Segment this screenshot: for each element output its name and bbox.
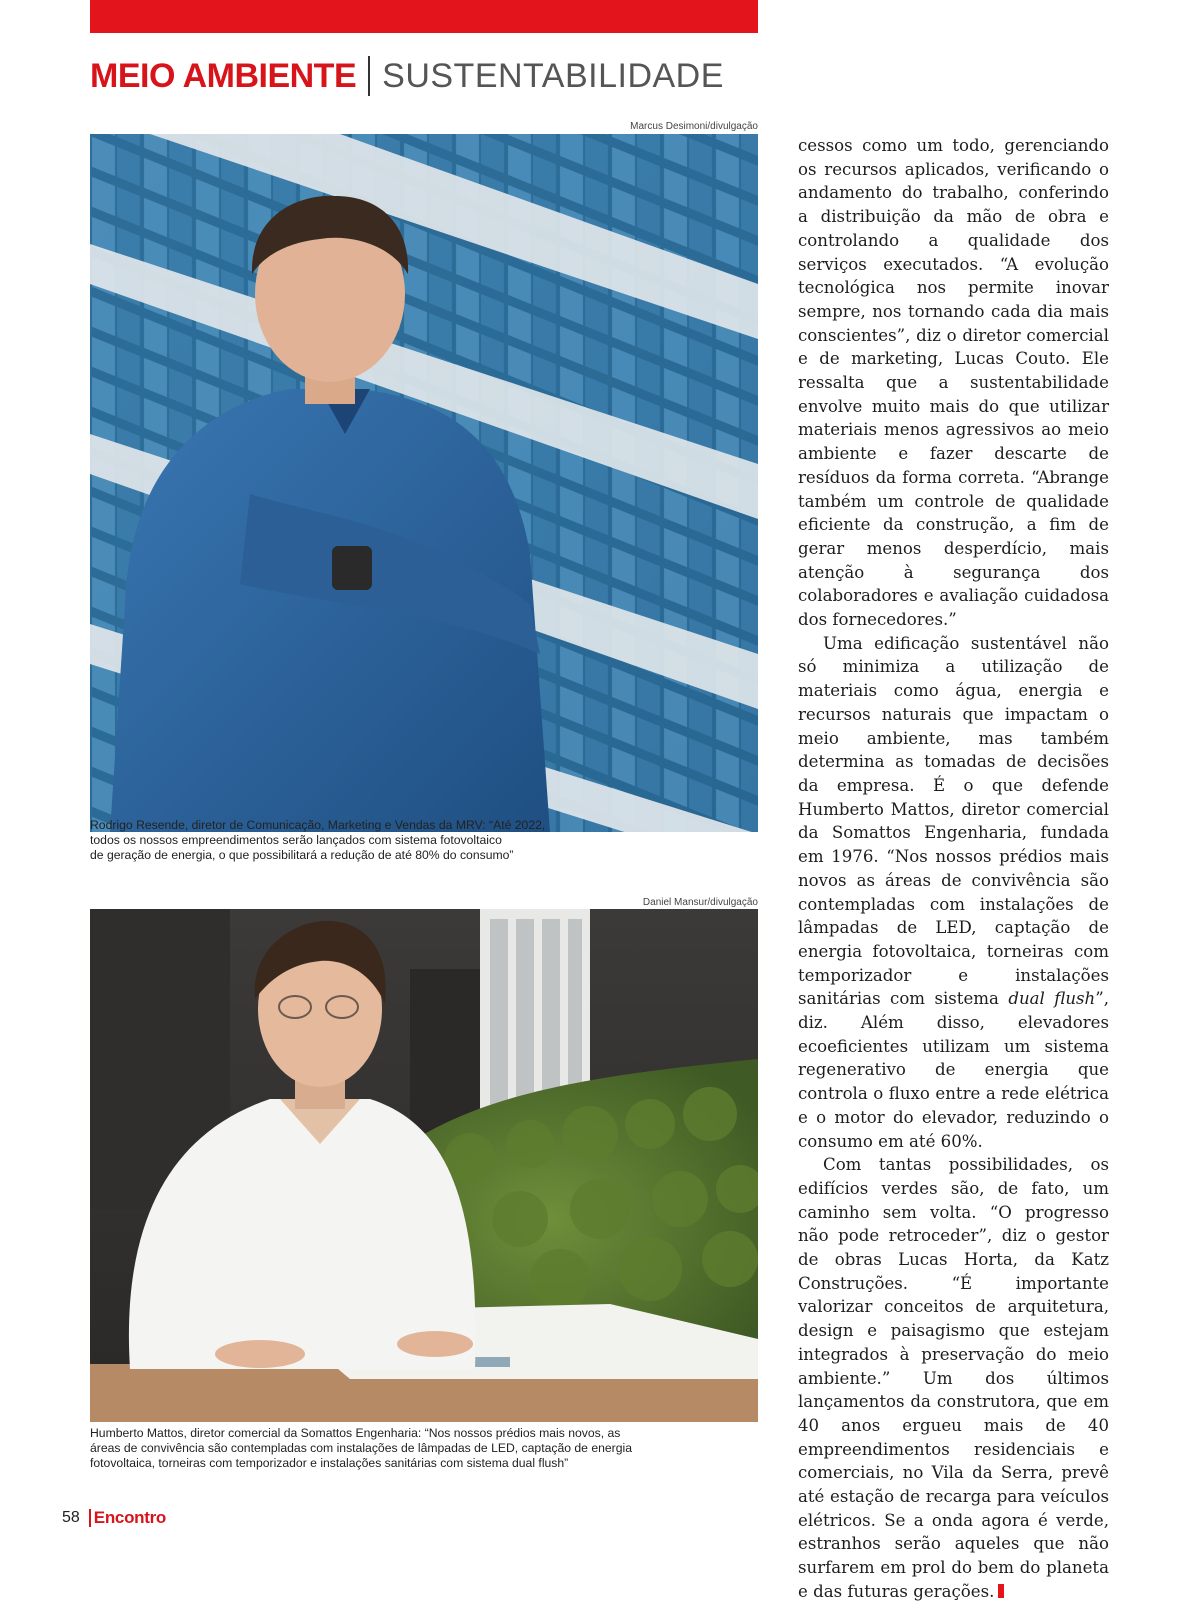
section-title: MEIO AMBIENTE [90, 56, 357, 95]
magazine-name: Encontro [93, 1508, 167, 1527]
footer-divider [89, 1509, 91, 1527]
photo2-caption [90, 1426, 758, 1471]
article-paragraph [798, 632, 1109, 1153]
article-emphasis: dual flush [1008, 989, 1096, 1009]
article-paragraph [798, 1153, 1109, 1603]
top-accent-bar [90, 0, 758, 33]
photo2-image [90, 909, 758, 1422]
article-column [798, 134, 1109, 1604]
photo2-caption-line: Humberto Mattos, diretor comercial da Somattos Engenharia: “Nos nossos prédios mais novos, as [90, 1426, 621, 1440]
article-paragraph: cessos como um todo, gerenciando os recursos aplicados, verificando o andamento do trabalho, conferindo a distribuição da mão de obra e controlando a qualidade dos serviços executados. “A evolução tecnológica nos permite inovar sempre, nos tornando cada dia mais conscientes”, diz o diretor comercial e de marketing, Lucas Couto. Ele ressalta que a sustentabilidade envolve muito mais do que utilizar materiais menos agressivos ao meio ambiente e fazer descarte de resíduos da forma correta. “Abrange também um controle de qualidade eficiente da construção, a fim de gerar menos desperdício, mais atenção à segurança dos colaboradores e avaliação cuidadosa dos fornecedores.” [798, 136, 1109, 630]
photo1-caption-line: Rodrigo Resende, diretor de Comunicação, Marketing e Vendas da MRV: “Até 2022, [90, 818, 546, 832]
photo2-caption-line: fotovoltaica, torneiras com temporizador e instalações sanitárias com sistema dual flush” [90, 1456, 569, 1470]
article-text: Uma edificação sustentável não só minimiza a utilização de materiais como água, energia e recursos naturais que impactam o meio ambiente, mas também determina as tomadas de decisões da empresa. É o que defende Humberto Mattos, diretor comercial da Somattos Engenharia, fundada em 1976. “Nos nossos prédios mais novos as áreas de convivência são contempladas com instalações de lâmpadas de LED, captação de energia fotovoltaica, torneiras com temporizador e instalações sanitárias com sistema [798, 633, 1109, 1009]
photo1-caption [90, 818, 758, 863]
section-divider [368, 56, 370, 96]
article-text: ”, diz. Além disso, elevadores ecoeficientes utilizam um sistema regenerativo de energia que controla o fluxo entre a rede elétrica e o motor do elevador, reduzindo o consumo em até 60%. [798, 989, 1109, 1151]
photo1-caption-line: todos os nossos empreendimentos serão lançados com sistema fotovoltaico [90, 833, 502, 847]
photo1-credit: Marcus Desimoni/divulgação [630, 121, 758, 132]
article-text: Com tantas possibilidades, os edifícios verdes são, de fato, um caminho sem volta. “O progresso não pode retroceder”, diz o gestor de obras Lucas Horta, da Katz Construções. “É importante valorizar conceitos de arquitetura, design e paisagismo que estejam integrados à preservação do meio ambiente.” Um dos últimos lançamentos da construtora, que em 40 anos ergueu mais de 40 empreendimentos residenciais e comerciais, no Vila da Serra, prevê até estação de recarga para veículos elétricos. Se a onda agora é verde, estranhos serão aqueles que não surfarem em prol do bem do planeta e das futuras gerações. [798, 1155, 1109, 1601]
photo1-caption-line: de geração de energia, o que possibilitará a redução de até 80% do consumo” [90, 848, 514, 862]
subsection-title: SUSTENTABILIDADE [382, 56, 724, 95]
section-header [90, 54, 724, 98]
page-footer [62, 1506, 166, 1530]
photo2-credit: Daniel Mansur/divulgação [642, 897, 758, 908]
photo1-image [90, 134, 758, 832]
end-of-article-mark [998, 1584, 1004, 1598]
page-number: 58 [62, 1509, 80, 1526]
photo2-caption-line: áreas de convivência são contempladas com instalações de lâmpadas de LED, captação de energia [90, 1441, 632, 1455]
